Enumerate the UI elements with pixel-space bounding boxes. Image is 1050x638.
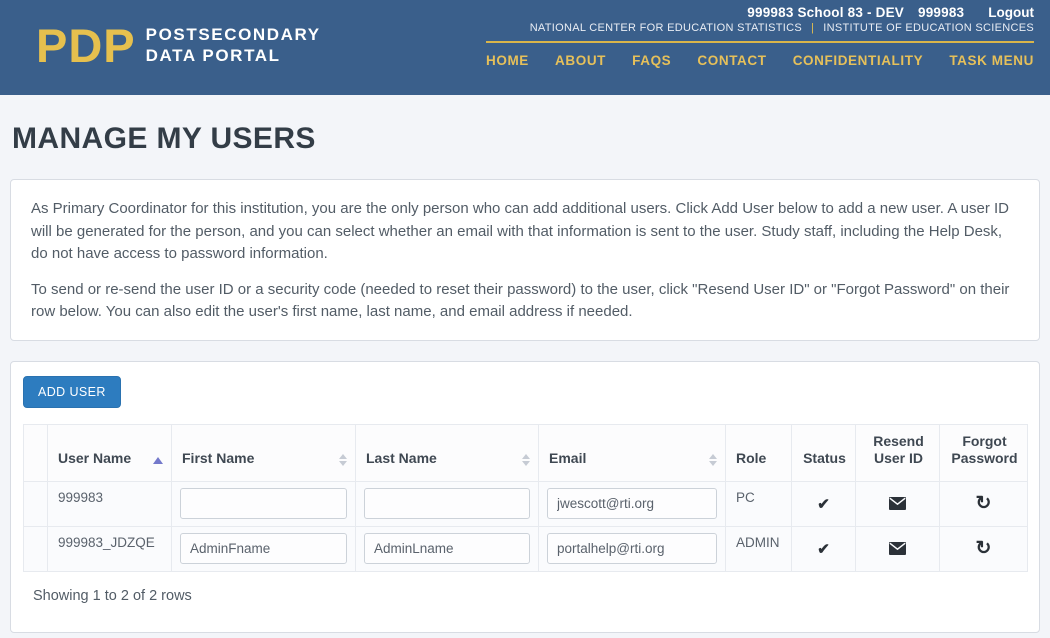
column-last-name-label: Last Name — [366, 450, 437, 466]
school-label: 999983 School 83 - DEV — [747, 5, 905, 20]
sort-both-icon — [709, 454, 717, 466]
sort-both-icon — [522, 454, 530, 466]
table-row — [24, 481, 1028, 526]
resend-user-id-button[interactable] — [883, 540, 912, 558]
user-name-cell: 999983 — [48, 481, 172, 526]
nav-area — [486, 22, 1034, 69]
nav-link-contact[interactable]: CONTACT — [697, 53, 767, 68]
last-name-input[interactable] — [364, 488, 530, 519]
last-name-cell — [356, 526, 539, 571]
utility-bar — [0, 0, 1050, 20]
resend-user-id-button[interactable] — [883, 495, 912, 513]
check-icon: ✔ — [817, 540, 830, 558]
resend-cell — [856, 481, 940, 526]
email-input[interactable] — [547, 488, 717, 519]
forgot-cell — [940, 481, 1028, 526]
envelope-icon — [889, 542, 906, 555]
refresh-icon: ↻ — [975, 493, 992, 514]
logout-link[interactable]: Logout — [988, 5, 1034, 20]
column-first-name[interactable] — [172, 424, 356, 481]
agency-nces: NATIONAL CENTER FOR EDUCATION STATISTICS — [529, 22, 803, 34]
sort-ascending-icon — [153, 457, 163, 464]
logo-line1: POSTSECONDARY — [145, 25, 321, 45]
role-cell: ADMIN — [726, 526, 792, 571]
column-status: Status — [792, 424, 856, 481]
column-email-label: Email — [549, 450, 587, 466]
check-icon: ✔ — [817, 495, 830, 513]
intro-panel — [10, 179, 1040, 341]
first-name-cell — [172, 526, 356, 571]
column-resend-user-id: Resend User ID — [856, 424, 940, 481]
page-title: MANAGE MY USERS — [12, 122, 316, 155]
nav-link-home[interactable]: HOME — [486, 53, 529, 68]
role-cell: PC — [726, 481, 792, 526]
nav-link-faqs[interactable]: FAQS — [632, 53, 672, 68]
forgot-password-button[interactable] — [970, 492, 998, 515]
pdp-logo[interactable] — [36, 19, 321, 72]
column-role: Role — [726, 424, 792, 481]
agency-line — [486, 22, 1034, 41]
agency-ies: INSTITUTE OF EDUCATION SCIENCES — [823, 22, 1034, 34]
school-id: 999983 — [918, 5, 965, 20]
first-name-cell — [172, 481, 356, 526]
email-cell — [539, 526, 726, 571]
nav-link-task-menu[interactable]: TASK MENU — [949, 53, 1034, 68]
row-select-cell — [24, 481, 48, 526]
column-email[interactable] — [539, 424, 726, 481]
envelope-icon — [889, 497, 906, 510]
intro-paragraph-1: As Primary Coordinator for this institution, you are the only person who can add additional users. Click Add User below to add a new user. A user ID will be generated for the person, and you can select whether an email with that information is sent to the user. Study staff, including the Help Desk, do not have access to password information. — [31, 200, 1010, 262]
last-name-input[interactable] — [364, 533, 530, 564]
users-table — [23, 424, 1028, 572]
logo-line2: DATA PORTAL — [145, 45, 281, 65]
last-name-cell — [356, 481, 539, 526]
user-name-cell: 999983_JDZQE — [48, 526, 172, 571]
column-last-name[interactable] — [356, 424, 539, 481]
users-panel — [10, 361, 1040, 633]
table-row-count: Showing 1 to 2 of 2 rows — [33, 587, 192, 604]
forgot-cell — [940, 526, 1028, 571]
main-nav — [486, 43, 1034, 68]
first-name-input[interactable] — [180, 533, 347, 564]
add-user-button[interactable]: ADD USER — [23, 376, 121, 408]
intro-paragraph-2: To send or re-send the user ID or a security code (needed to reset their password) to the user, click "Resend User ID" or "Forgot Password" on their row below. You can also edit the user's first name, last name, and email address if needed. — [31, 280, 1010, 320]
column-first-name-label: First Name — [182, 450, 255, 466]
email-input[interactable] — [547, 533, 717, 564]
column-user-name[interactable] — [48, 424, 172, 481]
email-cell — [539, 481, 726, 526]
logo-wordmark — [146, 25, 321, 66]
status-cell — [792, 481, 856, 526]
first-name-input[interactable] — [180, 488, 347, 519]
forgot-password-button[interactable] — [970, 537, 998, 560]
table-row — [24, 526, 1028, 571]
header-main — [0, 19, 1050, 72]
refresh-icon: ↻ — [975, 538, 992, 559]
main-content — [0, 122, 1050, 633]
logo-acronym: PDP — [36, 19, 136, 72]
sort-both-icon — [339, 454, 347, 466]
agency-separator: | — [811, 22, 815, 34]
column-forgot-password: Forgot Password — [940, 424, 1028, 481]
row-select-cell — [24, 526, 48, 571]
nav-link-confidentiality[interactable]: CONFIDENTIALITY — [792, 53, 924, 68]
nav-link-about[interactable]: ABOUT — [555, 53, 607, 68]
table-header-row — [24, 424, 1028, 481]
column-user-name-label: User Name — [58, 450, 132, 466]
resend-cell — [856, 526, 940, 571]
app-header — [0, 0, 1050, 95]
status-cell — [792, 526, 856, 571]
column-blank — [24, 424, 48, 481]
